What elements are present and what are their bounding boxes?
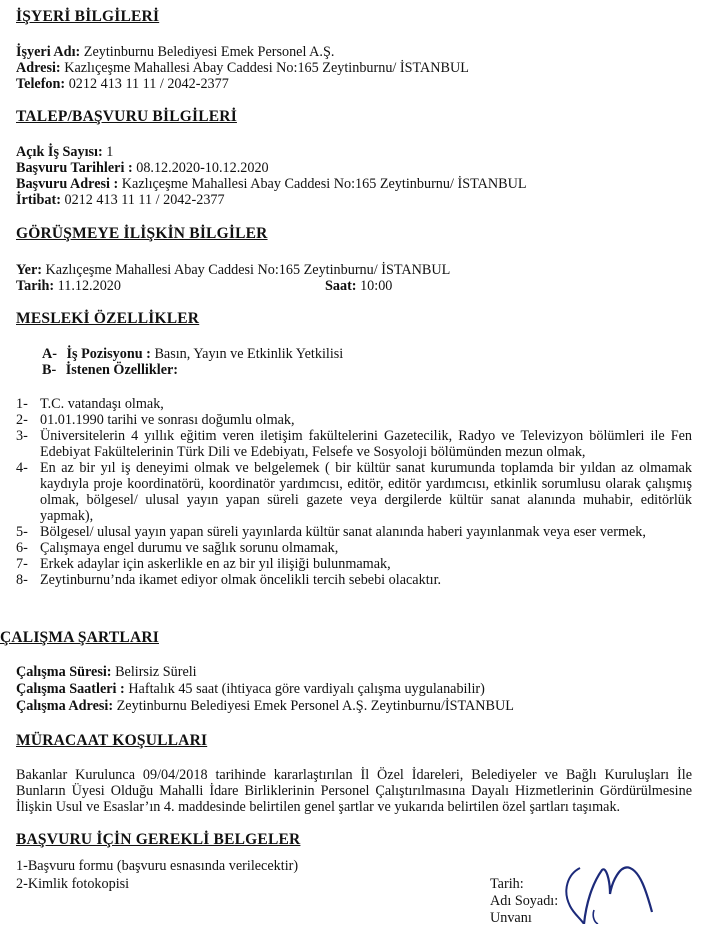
employer-address-label: Adresi:: [16, 60, 61, 76]
section-title-documents: BAŞVURU İÇİN GEREKLİ BELGELER: [16, 831, 301, 848]
application-openings: [16, 144, 113, 160]
qualification-number: 2-: [16, 412, 28, 428]
place-label: Yer:: [16, 262, 42, 278]
dates-label: Başvuru Tarihleri :: [16, 160, 133, 176]
qualification-number: 5-: [16, 524, 28, 540]
qualification-item: [16, 460, 692, 524]
qualification-item: [16, 540, 692, 556]
employer-name-value: Zeytinburnu Belediyesi Emek Personel A.Ş.: [80, 44, 335, 60]
section-title-employer: İŞYERİ BİLGİLERİ: [16, 8, 160, 25]
signature-name-label: Adı Soyadı:: [490, 893, 559, 909]
qualification-item: [16, 556, 692, 572]
hours-value: Haftalık 45 saat (ihtiyaca göre vardiyalı çalışma uygulanabilir): [124, 681, 485, 697]
work-address-value: Zeytinburnu Belediyesi Emek Personel A.Ş. Zeytinburnu/İSTANBUL: [113, 698, 514, 714]
qualification-item: [16, 396, 692, 412]
qualification-number: 8-: [16, 572, 28, 588]
signature-title-label: Unvanı: [490, 910, 532, 926]
employer-address-value: Kazlıçeşme Mahallesi Abay Caddesi No:165 Zeytinburnu/ İSTANBUL: [60, 60, 469, 76]
qualification-number: 6-: [16, 540, 28, 556]
requirements-text: Bakanlar Kurulunca 09/04/2018 tarihinde kararlaştırılan İl Özel İdareleri, Belediyeler ve Bağlı Kuruluşları İle Bunların Üyesi Olduğu Mahalli İdare Birliklerinin Personel Çalıştırılmasına Dayalı Hizmetlerinin Gördürülmesine İlişkin Usul ve Esaslar’ın 4. maddesinde belirtilen genel şartlar ve yukarıda belirtilen özel şartları taşımak.: [16, 767, 692, 816]
qualification-text: 01.01.1990 tarihi ve sonrası doğumlu olmak,: [40, 412, 295, 428]
interview-date: [16, 278, 121, 294]
qualification-text: Üniversitelerin 4 yıllık eğitim veren iletişim fakültelerini Gazetecilik, Radyo ve Televizyon bölümleri ile Fen Edebiyat Fakültelerinin Türk Dili ve Edebiyatı, Felsefe ve Sosyoloji bölümünden mezun olmak,: [40, 428, 692, 460]
dates-value: 08.12.2020-10.12.2020: [132, 160, 269, 176]
employer-name: [16, 44, 334, 60]
employer-phone: [16, 76, 229, 92]
openings-label: Açık İş Sayısı:: [16, 144, 103, 160]
document-item: 1-Başvuru formu (başvuru esnasında verilecektir): [16, 858, 299, 874]
conditions-hours: [16, 681, 485, 697]
qualification-item: [16, 412, 692, 428]
position-value: Basın, Yayın ve Etkinlik Yetkilisi: [150, 346, 344, 362]
qualification-text: Erkek adaylar için askerlikle en az bir yıl ilişiği bulunmamak,: [40, 556, 391, 572]
conditions-address: [16, 698, 514, 714]
section-title-conditions: ÇALIŞMA ŞARTLARI: [0, 629, 159, 646]
interview-date-label: Tarih:: [16, 278, 55, 294]
qualification-number: 4-: [16, 460, 28, 476]
application-address-label: Başvuru Adresi :: [16, 176, 119, 192]
qualification-text: Bölgesel/ ulusal yayın yapan süreli yayınlarda kültür sanat alanında haberi yayınlanmak veya eser vermek,: [40, 524, 646, 540]
interview-time-value: 10:00: [356, 278, 393, 294]
document-item: 2-Kimlik fotokopisi: [16, 876, 130, 892]
interview-place: [16, 262, 450, 278]
interview-date-value: 11.12.2020: [54, 278, 121, 294]
employer-name-label: İşyeri Adı:: [16, 44, 81, 60]
handwritten-signature: [540, 860, 700, 924]
openings-value: 1: [102, 144, 114, 160]
contact-value: 0212 413 11 11 / 2042-2377: [60, 192, 225, 208]
duration-label: Çalışma Süresi:: [16, 664, 112, 680]
application-contact: [16, 192, 225, 208]
qualification-number: 7-: [16, 556, 28, 572]
qualification-text: Çalışmaya engel durumu ve sağlık sorunu olmamak,: [40, 540, 339, 556]
place-value: Kazlıçeşme Mahallesi Abay Caddesi No:165 Zeytinburnu/ İSTANBUL: [42, 262, 451, 278]
qualification-text: T.C. vatandaşı olmak,: [40, 396, 164, 412]
position-label: İş Pozisyonu :: [66, 346, 151, 362]
work-address-label: Çalışma Adresi:: [16, 698, 114, 714]
signature-date-label: Tarih:: [490, 876, 524, 892]
interview-time-label: Saat:: [325, 278, 357, 294]
section-title-requirements: MÜRACAAT KOŞULLARI: [16, 732, 208, 749]
qualification-item: [16, 524, 692, 540]
qualification-text: En az bir yıl iş deneyimi olmak ve belgelemek ( bir kültür sanat kurumunda toplamda bir yıldan az olmamak kaydıyla proje koordinatörü, koordinatör yardımcısı, editör, editör yardımcısı, etkinlik sorumlusu olarak çalışmış olmak, bölgesel/ ulusal yayın yapan süreli gazete veya dergilerde kültür sanat alanında muhabir, editörlük yapmak),: [40, 460, 692, 524]
required-features-label: İstenen Özellikler:: [65, 362, 179, 378]
position-marker: A-: [42, 346, 57, 362]
qualification-text: Zeytinburnu’nda ikamet ediyor olmak öncelikli tercih sebebi olacaktır.: [40, 572, 442, 588]
application-dates: [16, 160, 269, 176]
qualification-list: [16, 396, 692, 588]
hours-label: Çalışma Saatleri :: [16, 681, 125, 697]
section-title-interview: GÖRÜŞMEYE İLİŞKİN BİLGİLER: [16, 225, 268, 242]
employer-phone-label: Telefon:: [16, 76, 66, 92]
qualification-number: 1-: [16, 396, 28, 412]
qualification-item: [16, 572, 692, 588]
interview-time: [325, 278, 392, 294]
position-line: [42, 346, 343, 362]
section-title-qualifications: MESLEKİ ÖZELLİKLER: [16, 310, 200, 327]
contact-label: İrtibat:: [16, 192, 61, 208]
required-features-marker: B-: [42, 362, 57, 378]
duration-value: Belirsiz Süreli: [111, 664, 197, 680]
conditions-duration: [16, 664, 197, 680]
qualification-item: [16, 428, 692, 460]
qualification-number: 3-: [16, 428, 28, 444]
section-title-application: TALEP/BAŞVURU BİLGİLERİ: [16, 108, 237, 125]
application-address: [16, 176, 526, 192]
employer-phone-value: 0212 413 11 11 / 2042-2377: [65, 76, 229, 92]
employer-address: [16, 60, 469, 76]
required-features-line: [42, 362, 178, 378]
application-address-value: Kazlıçeşme Mahallesi Abay Caddesi No:165 Zeytinburnu/ İSTANBUL: [118, 176, 527, 192]
